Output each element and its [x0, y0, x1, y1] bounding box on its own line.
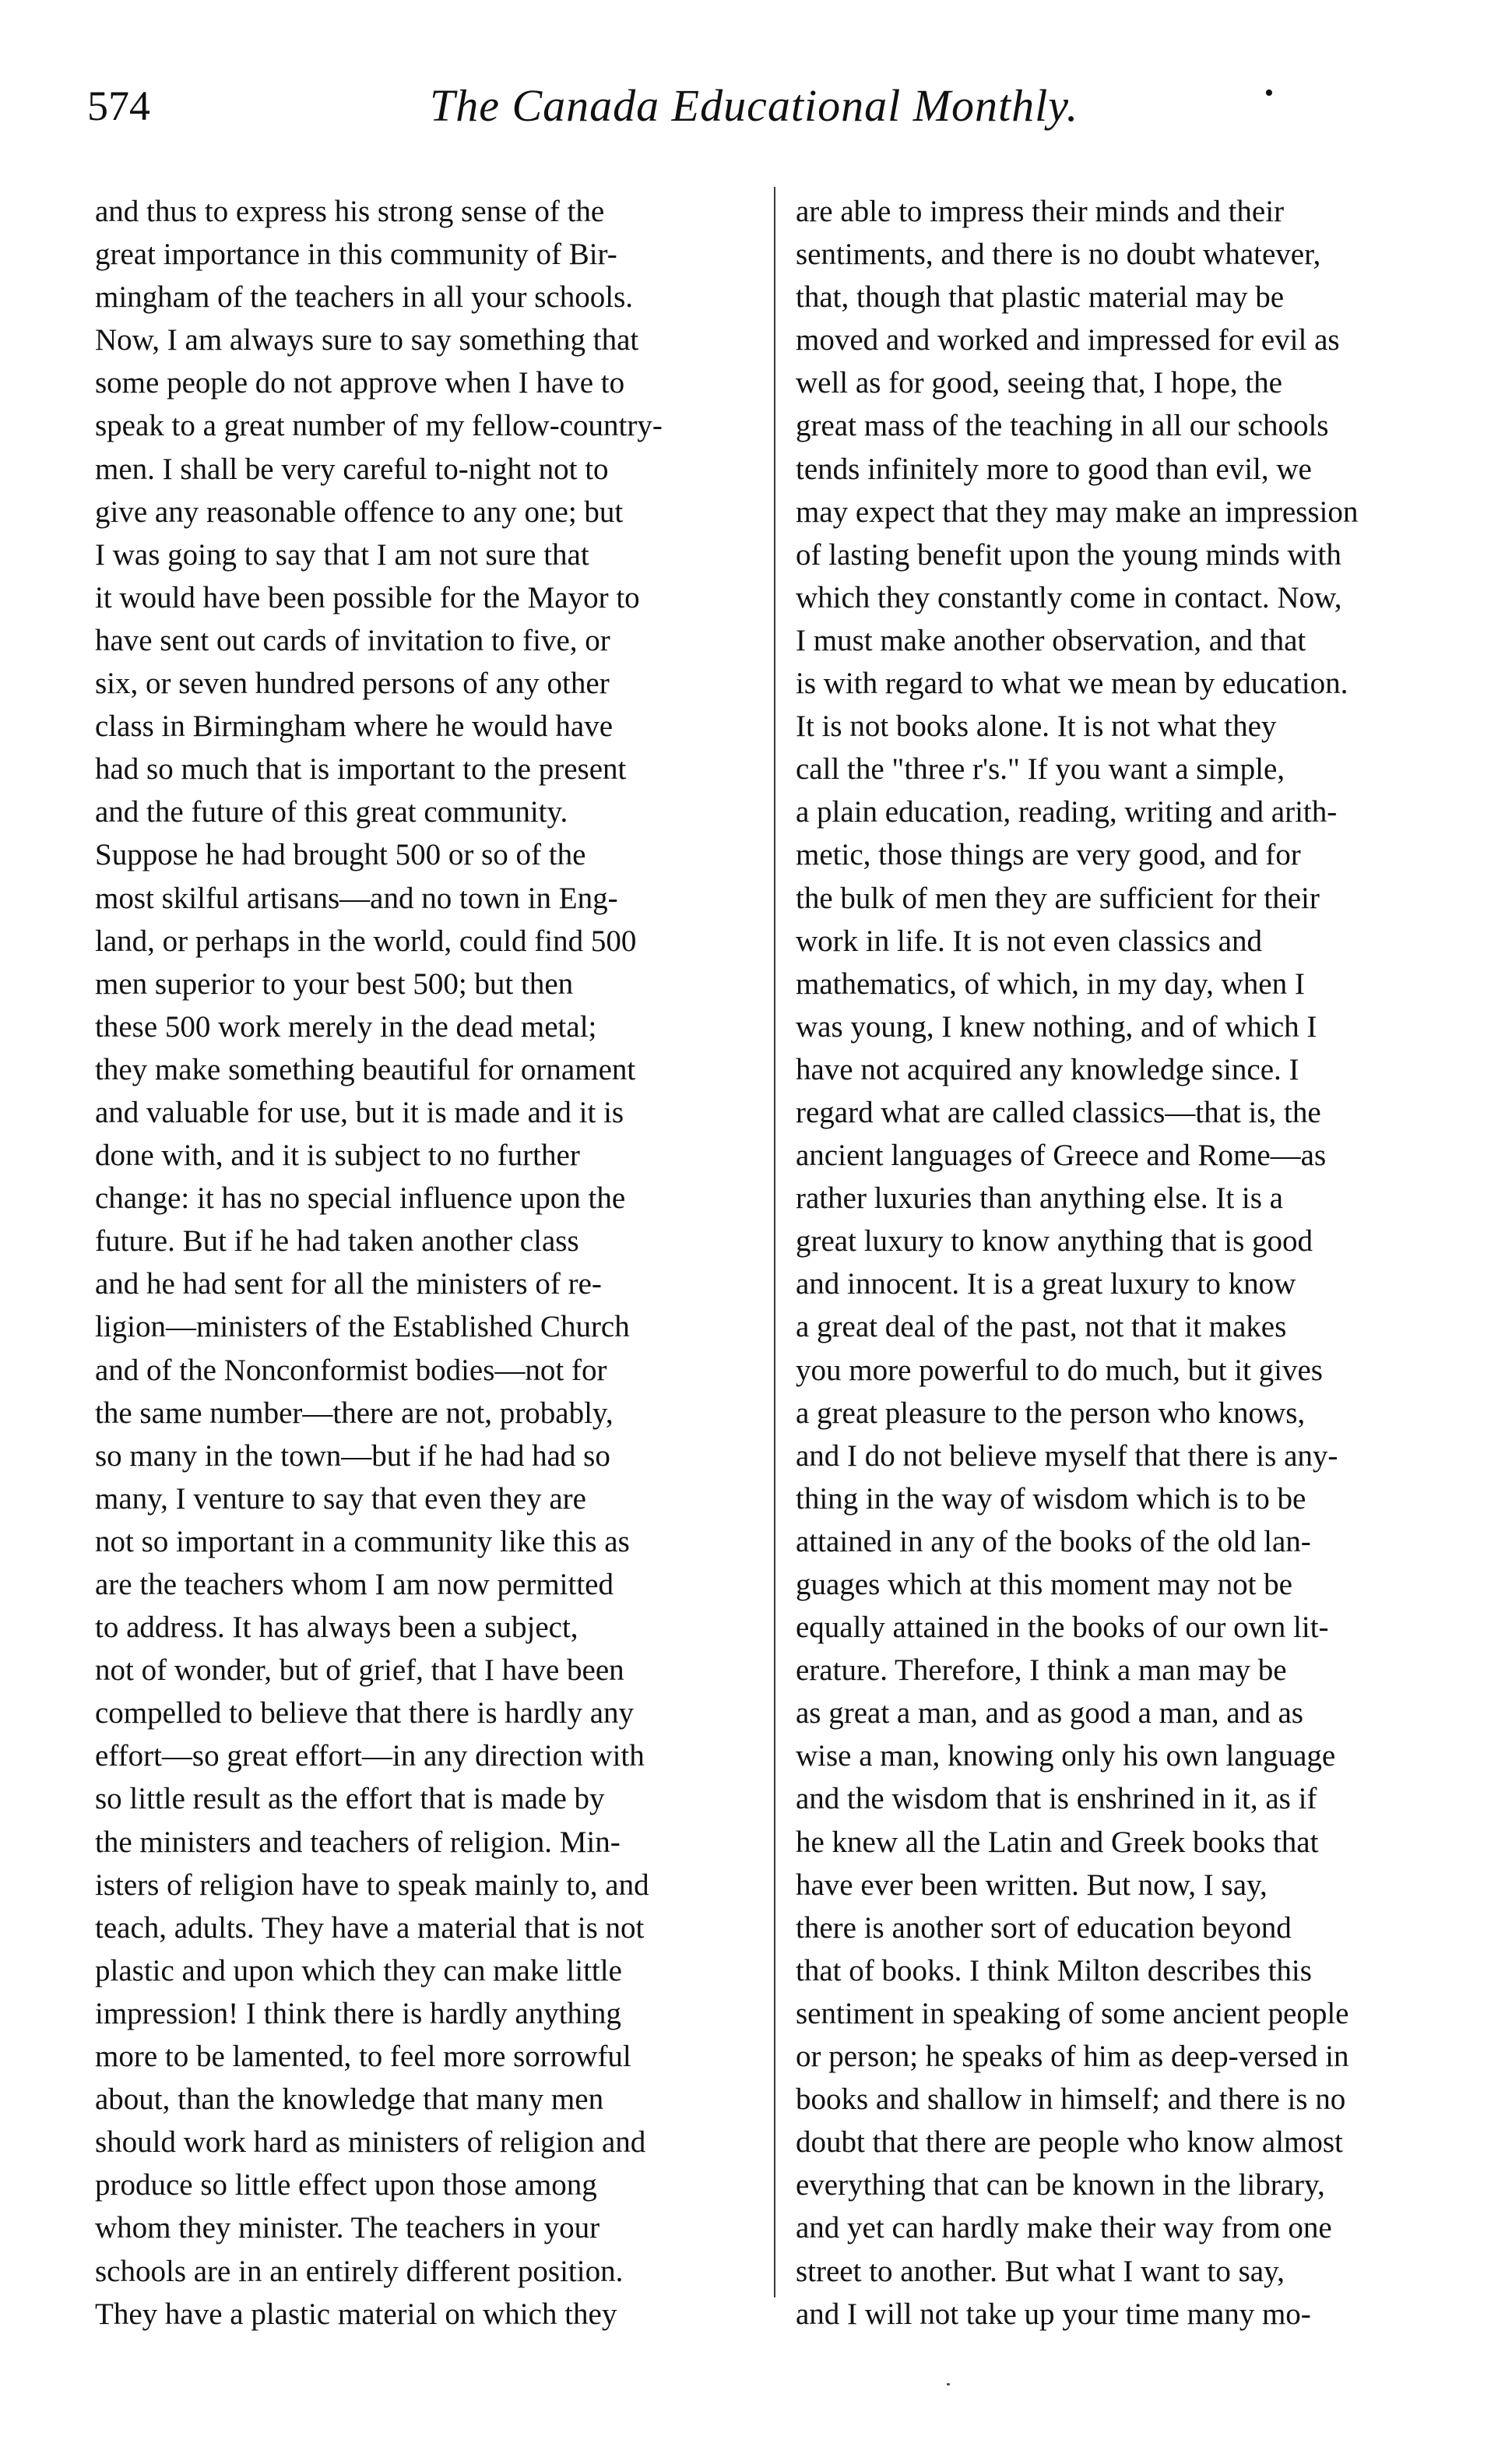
text-line: erature. Therefore, I think a man may be — [796, 1653, 1287, 1688]
text-line: effort—so great effort—in any direction with — [95, 1739, 645, 1773]
text-line: rather luxuries than anything else. It is a — [796, 1181, 1283, 1216]
text-line: and of the Nonconformist bodies—not for — [95, 1353, 607, 1387]
text-line: which they constantly come in contact. Now, — [796, 580, 1342, 614]
text-line: they make something beautiful for ornament — [95, 1052, 636, 1086]
text-line: was young, I knew nothing, and of which I — [796, 1009, 1317, 1044]
text-line: ligion—ministers of the Established Church — [95, 1310, 630, 1344]
text-line: men. I shall be very careful to-night not to — [95, 452, 609, 486]
text-line: I must make another observation, and that — [796, 623, 1306, 657]
text-line: books and shallow in himself; and there is no — [796, 2083, 1346, 2117]
text-line: and the future of this great community. — [95, 795, 568, 829]
left-text-column — [95, 190, 766, 2336]
text-line: to address. It has always been a subject, — [95, 1611, 578, 1645]
text-line: have not acquired any knowledge since. I — [796, 1052, 1299, 1086]
text-line: ancient languages of Greece and Rome—as — [796, 1139, 1327, 1173]
text-line: about, than the knowledge that many men — [95, 2083, 604, 2117]
text-line: give any reasonable offence to any one; but — [95, 495, 624, 529]
text-line: impression! I think there is hardly anything — [95, 1996, 621, 2030]
text-line: that, though that plastic material may be — [796, 280, 1285, 315]
text-line: compelled to believe that there is hardly any — [95, 1696, 635, 1730]
text-line: not so important in a community like this as — [95, 1524, 630, 1558]
text-line: of lasting benefit upon the young minds with — [796, 537, 1341, 572]
text-line: tends infinitely more to good than evil, we — [796, 452, 1312, 486]
text-line: guages which at this moment may not be — [796, 1568, 1292, 1601]
text-line: mingham of the teachers in all your schools. — [95, 280, 633, 315]
text-line: that of books. I think Milton describes this — [796, 1953, 1312, 1987]
text-line: have ever been written. But now, I say, — [796, 1868, 1268, 1902]
text-line: Now, I am always sure to say something that — [95, 323, 639, 357]
text-line: future. But if he had taken another class — [95, 1224, 579, 1259]
text-line: six, or seven hundred persons of any other — [95, 667, 610, 701]
text-line: speak to a great number of my fellow-country- — [95, 409, 663, 443]
text-line: so little result as the effort that is made by — [95, 1782, 605, 1816]
text-line: the ministers and teachers of religion. Min- — [95, 1825, 621, 1859]
text-line: regard what are called classics—that is, the — [796, 1095, 1321, 1129]
text-line: and the wisdom that is enshrined in it, as if — [796, 1782, 1317, 1816]
text-line: They have a plastic material on which they — [95, 2297, 617, 2331]
text-line: work in life. It is not even classics and — [796, 924, 1262, 958]
text-line: and thus to express his strong sense of the — [95, 195, 605, 228]
text-line: a great deal of the past, not that it makes — [796, 1310, 1287, 1344]
text-line: moved and worked and impressed for evil as — [796, 323, 1340, 357]
text-line: more to be lamented, to feel more sorrowful — [95, 2040, 631, 2074]
text-line: mathematics, of which, in my day, when I — [796, 966, 1305, 1001]
text-line: whom they minister. The teachers in your — [95, 2211, 600, 2245]
page-header — [87, 75, 1457, 145]
text-line: there is another sort of education beyond — [796, 1910, 1292, 1945]
print-speck — [947, 2383, 950, 2385]
page-number: 574 — [87, 83, 150, 129]
text-line: these 500 work merely in the dead metal; — [95, 1009, 597, 1044]
right-text-column — [796, 190, 1467, 2336]
text-line: doubt that there are people who know almost — [796, 2125, 1343, 2160]
text-line: and valuable for use, but it is made and it is — [95, 1095, 624, 1129]
text-line: many, I venture to say that even they are — [95, 1481, 586, 1516]
text-line: sentiment in speaking of some ancient people — [796, 1996, 1349, 2030]
text-line: most skilful artisans—and no town in Eng- — [95, 881, 618, 915]
text-line: plastic and upon which they can make little — [95, 1953, 622, 1987]
text-line: metic, those things are very good, and for — [796, 838, 1301, 872]
text-line: as great a man, and as good a man, and as — [796, 1696, 1303, 1730]
column-divider — [774, 187, 775, 2297]
text-line: everything that can be known in the library, — [796, 2168, 1325, 2202]
text-line: or person; he speaks of him as deep-versed in — [796, 2040, 1349, 2074]
text-line: great importance in this community of Bir- — [95, 238, 617, 272]
text-line: the same number—there are not, probably, — [95, 1396, 614, 1430]
text-line: should work hard as ministers of religion and — [95, 2125, 646, 2160]
text-line: I was going to say that I am not sure that — [95, 537, 589, 572]
text-line: he knew all the Latin and Greek books that — [796, 1825, 1319, 1859]
text-line: had so much that is important to the present — [95, 752, 627, 787]
text-line: Suppose he had brought 500 or so of the — [95, 838, 586, 872]
text-line: land, or perhaps in the world, could find 500 — [95, 924, 637, 958]
text-line: call the "three r's." If you want a simple, — [796, 752, 1285, 787]
text-line: you more powerful to do much, but it gives — [796, 1353, 1323, 1387]
text-line: schools are in an entirely different position. — [95, 2254, 624, 2288]
text-line: sentiments, and there is no doubt whatever, — [796, 238, 1321, 272]
header-dot-mark: • — [1264, 79, 1274, 107]
text-line: so many in the town—but if he had had so — [95, 1438, 610, 1473]
text-line: not of wonder, but of grief, that I have been — [95, 1653, 624, 1688]
text-line: some people do not approve when I have to — [95, 366, 625, 400]
text-line: are the teachers whom I am now permitted — [95, 1568, 614, 1601]
text-line: and he had sent for all the ministers of re- — [95, 1267, 602, 1301]
text-line: are able to impress their minds and their — [796, 195, 1285, 228]
text-line: produce so little effect upon those among — [95, 2168, 597, 2202]
text-line: It is not books alone. It is not what they — [796, 709, 1277, 744]
text-line: it would have been possible for the Mayor to — [95, 580, 640, 614]
text-line: change: it has no special influence upon the — [95, 1181, 626, 1216]
text-line: have sent out cards of invitation to five, or — [95, 623, 610, 657]
text-line: equally attained in the books of our own lit- — [796, 1611, 1329, 1645]
text-line: wise a man, knowing only his own language — [796, 1739, 1336, 1773]
text-line: and innocent. It is a great luxury to know — [796, 1267, 1296, 1301]
text-line: and I do not believe myself that there is any- — [796, 1438, 1338, 1473]
text-line: a plain education, reading, writing and arith- — [796, 795, 1338, 829]
text-line: street to another. But what I want to say, — [796, 2254, 1285, 2288]
text-line: great luxury to know anything that is good — [796, 1224, 1313, 1259]
text-line: class in Birmingham where he would have — [95, 709, 613, 744]
text-line: done with, and it is subject to no further — [95, 1139, 580, 1173]
text-line: teach, adults. They have a material that is not — [95, 1910, 645, 1945]
text-line: well as for good, seeing that, I hope, the — [796, 366, 1282, 400]
text-line: and yet can hardly make their way from one — [796, 2211, 1332, 2245]
text-line: attained in any of the books of the old lan- — [796, 1524, 1311, 1558]
text-line: a great pleasure to the person who knows, — [796, 1396, 1306, 1430]
text-line: the bulk of men they are sufficient for their — [796, 881, 1320, 915]
text-line: is with regard to what we mean by education. — [796, 667, 1348, 701]
text-line: may expect that they may make an impression — [796, 495, 1359, 529]
text-line: thing in the way of wisdom which is to be — [796, 1481, 1306, 1516]
text-line: great mass of the teaching in all our schools — [796, 409, 1329, 443]
text-line: men superior to your best 500; but then — [95, 966, 574, 1001]
text-line: and I will not take up your time many mo- — [796, 2297, 1311, 2331]
running-title: The Canada Educational Monthly. — [430, 80, 1079, 131]
text-line: isters of religion have to speak mainly to, and — [95, 1868, 649, 1902]
